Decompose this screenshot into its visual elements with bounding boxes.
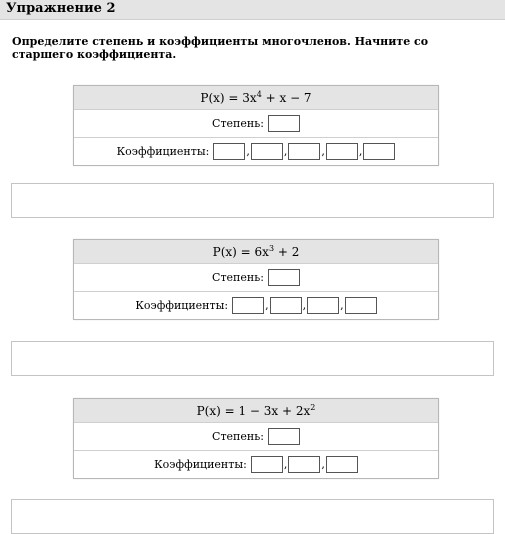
coefficient-input[interactable] [213,143,245,160]
degree-input[interactable] [268,115,300,132]
instruction-text: Определите степень и коэффициенты многочленов. Начните со старшего коэффициента. [12,35,429,61]
exercise-header [0,0,505,20]
degree-row [74,263,438,291]
coefficients-label: Коэффициенты: [154,458,247,471]
coefficient-input[interactable] [363,143,395,160]
degree-input[interactable] [268,428,300,445]
comma: , [283,458,288,471]
degree-row [74,109,438,137]
coefficients-row [74,137,438,165]
degree-label: Степень: [212,430,264,443]
formula-text: $P(x) = 3x^4 + x - 7$ [200,90,312,105]
coefficient-input[interactable] [251,456,283,473]
formula-row [74,399,438,422]
coefficients-label: Коэффициенты: [135,299,229,312]
coefficient-input[interactable] [307,297,339,314]
answer-box-2[interactable] [11,341,494,376]
comma: , [265,299,269,312]
comma: , [283,145,288,158]
comma: , [302,299,307,312]
comma: , [340,299,344,312]
formula-row [74,240,438,263]
coefficient-input[interactable] [288,456,320,473]
coefficients-row [74,291,438,319]
coefficient-input[interactable] [345,297,377,314]
comma: , [358,145,363,158]
coefficient-input[interactable] [326,456,358,473]
exercise-title: Упражнение 2 [6,1,116,16]
degree-row [74,422,438,450]
coefficient-input[interactable] [326,143,358,160]
answer-box-3[interactable] [11,499,494,534]
exercise-card-2 [73,239,439,320]
degree-label: Степень: [212,271,264,284]
answer-box-1[interactable] [11,183,494,218]
coefficient-input[interactable] [288,143,320,160]
coefficient-input[interactable] [251,143,283,160]
coefficient-input[interactable] [270,297,302,314]
comma: , [246,145,250,158]
formula-row [74,86,438,109]
coefficient-input[interactable] [232,297,264,314]
exercise-card-1 [73,85,439,166]
formula-text: $P(x) = 6x^3 + 2$ [212,244,300,259]
comma: , [321,458,325,471]
coefficients-row [74,450,438,478]
degree-label: Степень: [212,117,264,130]
degree-input[interactable] [268,269,300,286]
coefficients-label: Коэффициенты: [116,145,210,158]
comma: , [321,145,325,158]
formula-text: $P(x) = 1 - 3x + 2x^2$ [196,403,316,418]
exercise-card-3 [73,398,439,479]
